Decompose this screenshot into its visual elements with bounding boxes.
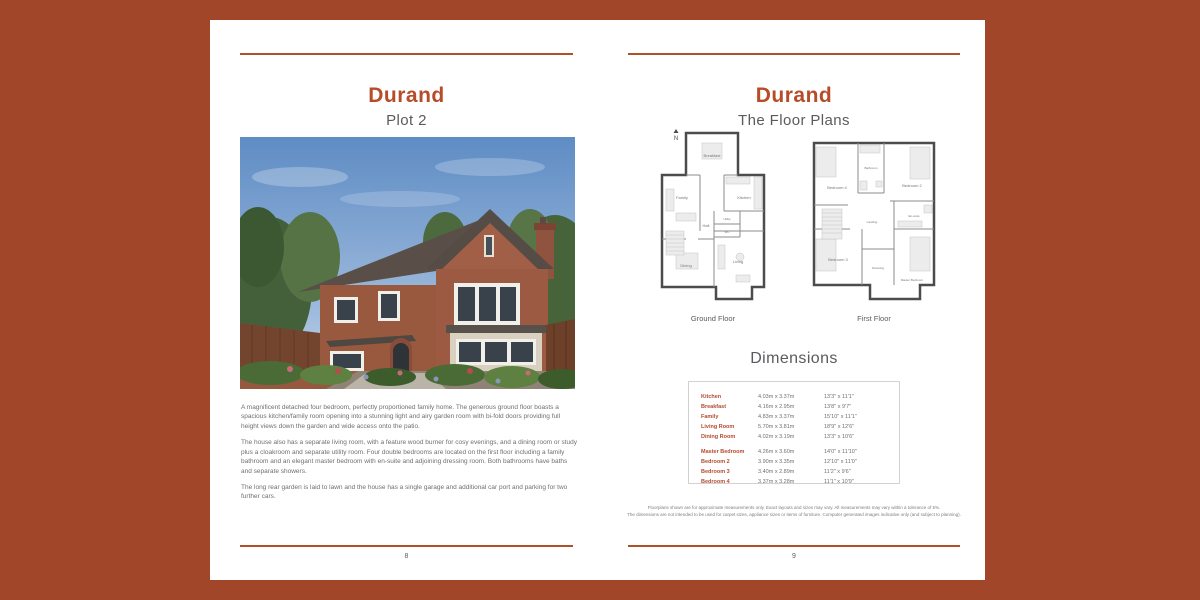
disclaimer-line: The dimensions are not intended to be used for carpet sizes, appliance sizes or items of furniture. Computer generated images indicative only (and subject to planning).: [627, 511, 961, 517]
room-label-dressing: Dressing: [872, 266, 884, 270]
room-label-bathroom: Bathroom: [864, 166, 878, 170]
dimensions-group-ground: [689, 392, 899, 442]
front-door: [393, 343, 409, 371]
room-label-kitchen: Kitchen: [737, 195, 751, 200]
right-page-bottom-rule: [628, 545, 960, 547]
metric-size: 4.26m x 3.60m: [758, 449, 795, 455]
right-page-top-rule: [628, 53, 960, 55]
room-name: Bedroom 4: [701, 479, 730, 485]
north-compass-icon: [674, 129, 679, 142]
metric-size: 4.83m x 3.37m: [758, 414, 795, 420]
table-row: [689, 392, 899, 402]
imperial-size: 18'9" x 12'6": [824, 424, 855, 430]
metric-size: 4.16m x 2.95m: [758, 404, 795, 410]
table-row: [689, 432, 899, 442]
house-photo: [240, 137, 575, 389]
metric-size: 5.70m x 3.81m: [758, 424, 795, 430]
room-label-dining: Dining: [680, 263, 692, 268]
left-wing: [320, 285, 436, 371]
room-label-landing: Landing: [866, 220, 878, 224]
room-name: Master Bedroom: [701, 449, 745, 455]
metric-size: 4.03m x 3.37m: [758, 394, 795, 400]
room-name: Bedroom 2: [701, 459, 730, 465]
room-label-ensuite: En-suite: [908, 214, 920, 218]
description-paragraph: The long rear garden is laid to lawn and the house has a single garage and additional car port and parking for two further cars.: [241, 483, 568, 501]
table-row: [689, 422, 899, 432]
table-row: [689, 457, 899, 467]
table-row: [689, 467, 899, 477]
metric-size: 3.90m x 3.35m: [758, 459, 795, 465]
imperial-size: 13'3" x 10'6": [824, 434, 855, 440]
ground-floor-caption: Ground Floor: [690, 314, 736, 323]
right-page-title: Durand: [755, 84, 833, 107]
property-description: [241, 403, 578, 509]
table-row: [689, 402, 899, 412]
metric-size: 4.02m x 3.19m: [758, 434, 795, 440]
right-page-number: 9: [792, 553, 796, 560]
right-page-subtitle: The Floor Plans: [738, 112, 850, 129]
room-label-living: Living: [732, 259, 744, 264]
left-page-top-rule: [240, 53, 573, 55]
imperial-size: 13'8" x 9'7": [824, 404, 852, 410]
room-label-wc: WC: [724, 230, 730, 234]
disclaimer-line: Floorplans shown are for approximate measurements only. Exact layouts and sizes may vary. All measurements may vary within a tolerance of 5%.: [647, 505, 941, 510]
metric-size: 3.40m x 2.89m: [758, 469, 795, 475]
right-fence: [546, 319, 575, 373]
imperial-size: 11'2" x 9'6": [824, 469, 851, 475]
room-label-bedroom3: Bedroom 3: [828, 257, 848, 262]
room-name: Breakfast: [701, 404, 727, 410]
brochure-spread: [210, 20, 985, 580]
room-label-utility: Utility: [723, 217, 731, 221]
room-name: Family: [701, 414, 719, 420]
room-name: Bedroom 3: [701, 469, 730, 475]
dimensions-title: Dimensions: [750, 350, 838, 367]
left-page-bottom-rule: [240, 545, 573, 547]
description-paragraph: A magnificent detached four bedroom, perfectly proportioned family home. The generous ground floor boasts a spacious kitchen/family room opening into a stunning light and airy garden room with bi-fold doors providing full height views down the garden and wide access onto the patio.: [241, 404, 561, 430]
description-paragraph: The house also has a separate living room, with a feature wood burner for cosy evenings, and a dining room or study plus a cloakroom and separate utility room. Four double bedrooms are located on the first floor including a family bathroom and an elegant master bedroom with en-suite and adjoining dressing room. Both bathrooms have baths and separate showers.: [241, 439, 578, 475]
table-row: [689, 412, 899, 422]
first-floor-plan: [810, 137, 938, 307]
room-label-breakfast: Breakfast: [703, 153, 721, 158]
floorplan-disclaimer: [610, 505, 978, 519]
left-page-subtitle: Plot 2: [386, 112, 427, 129]
first-floor-caption: First Floor: [857, 314, 891, 323]
svg-text:N: N: [673, 136, 679, 142]
room-label-hall: Hall: [702, 223, 710, 228]
imperial-size: 15'10" x 11'1": [824, 414, 857, 420]
imperial-size: 12'10" x 11'0": [824, 459, 857, 465]
room-label-master-bedroom: Master Bedroom: [900, 278, 924, 282]
imperial-size: 13'3" x 11'1": [824, 394, 854, 400]
room-label-bedroom4: Bedroom 4: [827, 185, 847, 190]
table-row: [689, 477, 899, 487]
dimensions-group-first: [689, 447, 899, 487]
room-label-bedroom2: Bedroom 2: [902, 183, 922, 188]
room-name: Kitchen: [701, 394, 722, 400]
room-name: Living Room: [701, 424, 735, 430]
ground-floor-plan: [656, 127, 770, 311]
dimensions-table: [688, 381, 900, 484]
table-row: [689, 447, 899, 457]
room-name: Dining Room: [701, 434, 736, 440]
room-label-family: Family: [676, 195, 688, 200]
left-page-number: 8: [404, 553, 409, 560]
left-page-title: Durand: [368, 84, 445, 107]
metric-size: 3.37m x 3.28m: [758, 479, 795, 485]
imperial-size: 14'0" x 11'10": [824, 449, 857, 455]
imperial-size: 11'1" x 10'9": [824, 479, 854, 485]
